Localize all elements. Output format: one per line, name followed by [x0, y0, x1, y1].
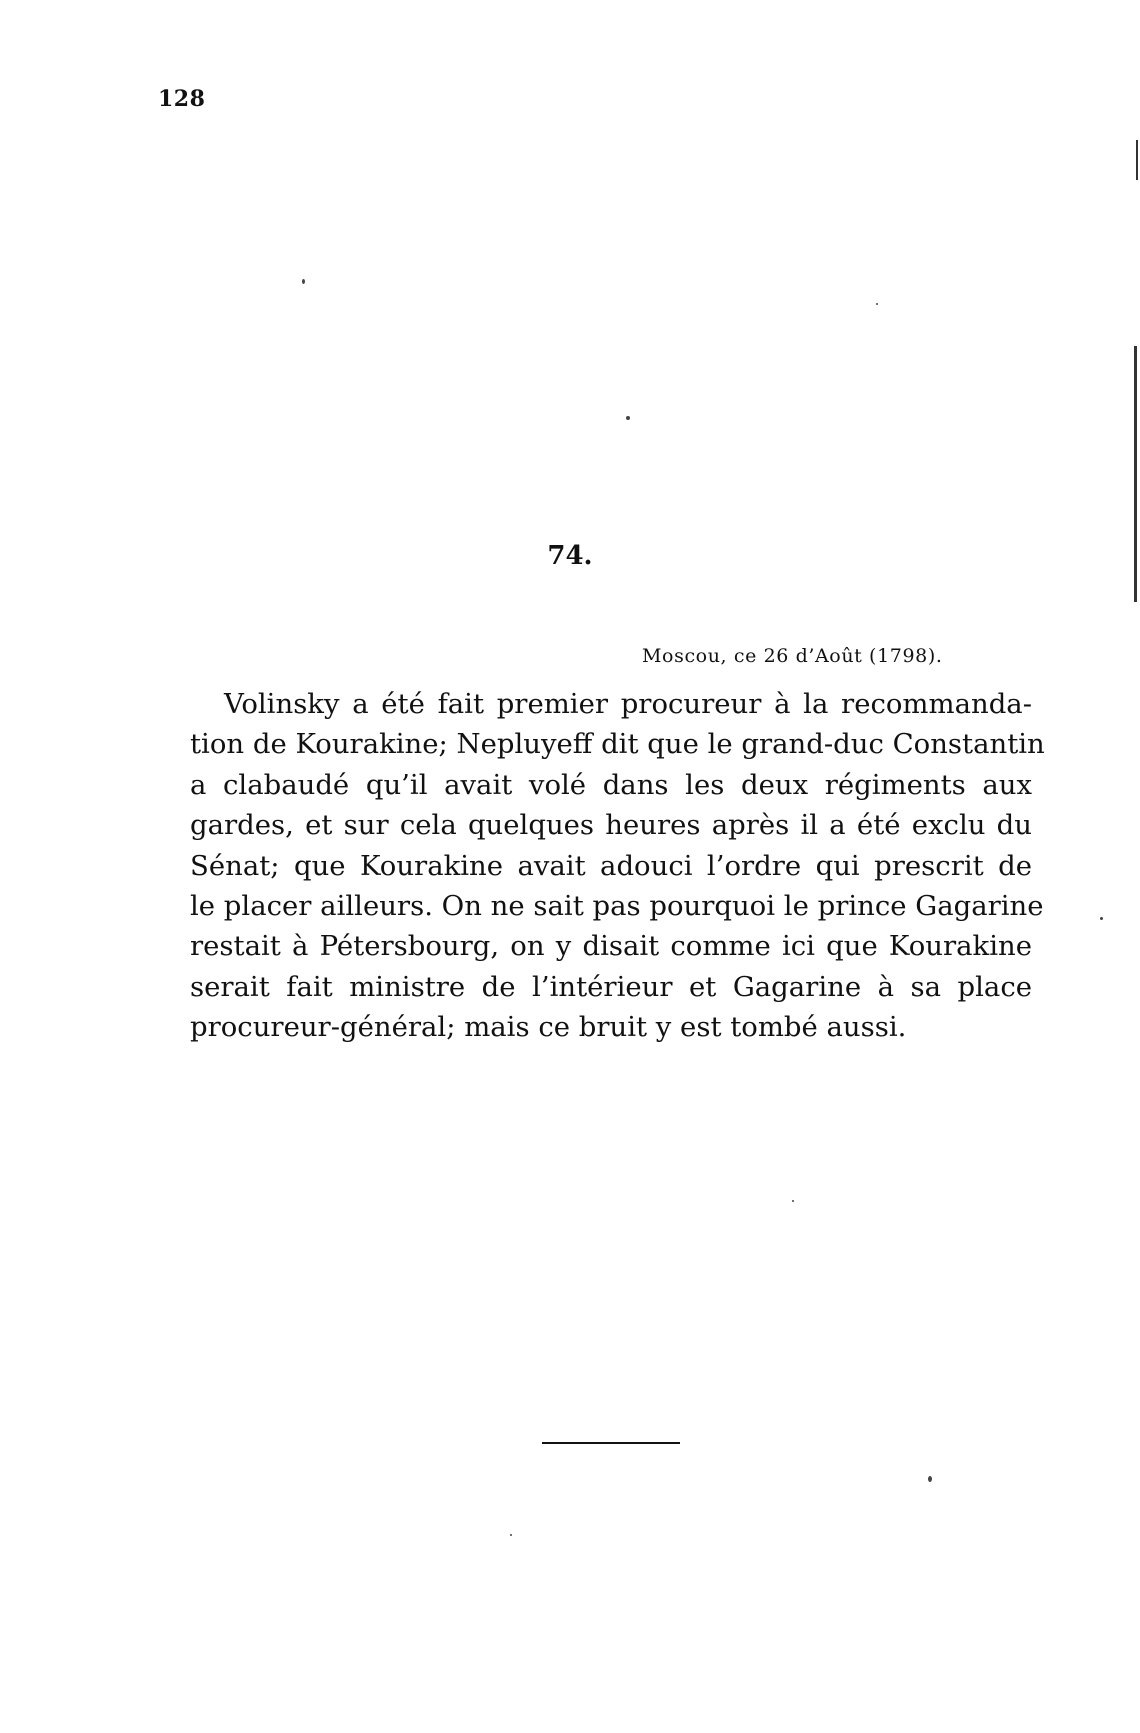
body-line: Volinsky a été fait premier procureur à la recommanda-: [224, 688, 1032, 720]
body-line: tion de Kourakine; Nepluyeff dit que le grand-duc Constantin: [190, 728, 1045, 761]
letter-number: 74.: [547, 541, 593, 571]
body-line: Sénat; que Kourakine avait adouci l’ordre qui prescrit de: [190, 849, 1032, 882]
scan-speck: [1100, 917, 1103, 920]
page-number: 128: [158, 86, 206, 112]
body-line: restait à Pétersbourg, on y disait comme ici que Kourakine: [190, 930, 1032, 963]
body-line: gardes, et sur cela quelques heures après il a été exclu du: [190, 809, 1032, 842]
scan-speck: [928, 1476, 932, 1482]
scan-speck: [510, 1534, 512, 1536]
body-line: serait fait ministre de l’intérieur et Gagarine à sa place: [190, 970, 1032, 1003]
body-line: le placer ailleurs. On ne sait pas pourquoi le prince Gagarine: [190, 889, 1044, 922]
body-line: a clabaudé qu’il avait volé dans les deux régiments aux: [190, 768, 1032, 801]
dateline: Moscou, ce 26 d’Août (1798).: [642, 645, 943, 667]
section-separator-rule: [542, 1442, 680, 1444]
scan-speck: [302, 279, 305, 284]
scan-speck: [626, 416, 630, 420]
body-line: procureur-général; mais ce bruit y est tombé aussi.: [190, 1011, 907, 1044]
letter-body: [190, 684, 1045, 1048]
scan-speck: [792, 1200, 794, 1202]
scan-edge-mark: [1134, 346, 1137, 602]
scan-edge-mark: [1136, 140, 1138, 180]
scan-speck: [876, 303, 878, 305]
